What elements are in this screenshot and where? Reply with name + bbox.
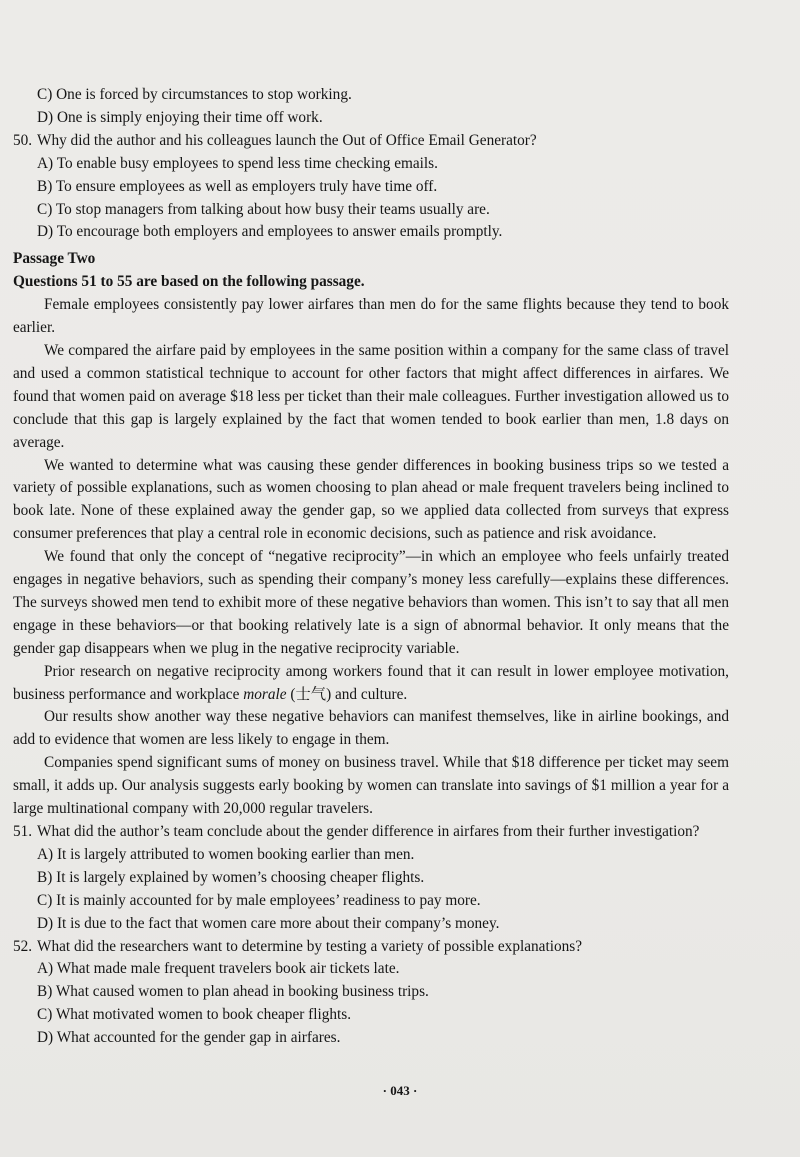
paragraph-4: We found that only the concept of “negative reciprocity”—in which an employee who feels unfairly treated engages in negative behaviors, such as spending their company’s money less carefully—explains these differences. The surveys showed men tend to exhibit more of these negative behaviors than women. This isn’t to say that all men engage in these behaviors—or that booking relatively late is a sign of abnormal behavior. It only means that the gender gap disappears when we plug in the negative reciprocity variable. [13,548,729,657]
paragraph-6: Our results show another way these negative behaviors can manifest themselves, like in airline bookings, and add to evidence that women are less likely to engage in them. [13,708,729,749]
question-52 [13,936,729,959]
question-52-number: 52. [13,937,33,955]
q51-option-c: C) It is mainly accounted for by male employees’ readiness to pay more. [37,891,481,909]
paragraph-7: Companies spend significant sums of money on business travel. While that $18 difference per ticket may seem small, it adds up. Our analysis suggests early booking by women can translate into savings of $1 million a year for a large multinational company with 20,000 regular travelers. [13,754,729,818]
paragraph-5-italic: morale [243,685,287,703]
question-51 [13,821,729,844]
question-50-number: 50. [13,131,33,149]
question-52-text: What did the researchers want to determine by testing a variety of possible explanations? [37,937,582,955]
question-51-number: 51. [13,823,33,840]
q51-option-d: D) It is due to the fact that women care more about their company’s money. [37,914,500,932]
q50-option-c: C) To stop managers from talking about how busy their teams usually are. [37,200,490,218]
q50-option-d: D) To encourage both employers and employees to answer emails promptly. [37,223,503,241]
q52-option-d: D) What accounted for the gender gap in airfares. [37,1029,341,1047]
q52-option-c: C) What motivated women to book cheaper flights. [37,1006,352,1024]
passage-intro: Questions 51 to 55 are based on the following passage. [13,273,365,291]
passage-title: Passage Two [13,250,96,268]
q51-option-b: B) It is largely explained by women’s choosing cheaper flights. [37,868,425,886]
prev-option-d: D) One is simply enjoying their time off work. [37,108,323,126]
question-50-text: Why did the author and his colleagues launch the Out of Office Email Generator? [37,131,537,149]
q50-option-a: A) To enable busy employees to spend less time checking emails. [37,154,438,172]
paragraph-2: We compared the airfare paid by employees in the same position within a company for the same class of travel and used a common statistical technique to account for other factors that might affect differences in airfares. We found that women paid on average $18 less per ticket than their male colleagues. Further investigation allowed us to conclude that this gap is largely explained by the fact that women tended to book earlier than men, 1.8 days on average. [13,341,729,451]
q52-option-b: B) What caused women to plan ahead in booking business trips. [37,983,429,1001]
text-column [13,84,729,1050]
paragraph-1: Female employees consistently pay lower airfares than men do for the same flights because they tend to book earlier. [13,296,729,337]
q51-option-a: A) It is largely attributed to women booking earlier than men. [37,845,415,863]
paragraph-5 [13,661,729,707]
paragraph-3: We wanted to determine what was causing these gender differences in booking business trips so we tested a variety of possible explanations, such as women choosing to plan ahead or male frequent travelers being inclined to book late. None of these explained away the gender gap, so we applied data collected from surveys that express consumer preferences that play a central role in economic decisions, such as patience and risk avoidance. [13,456,729,543]
page-number: · 043 · [382,1083,418,1098]
q50-option-b: B) To ensure employees as well as employers truly have time off. [37,177,438,195]
prev-option-c: C) One is forced by circumstances to stop working. [37,86,352,103]
paragraph-5-before: Prior research on negative reciprocity among workers found that it can result in lower employee motivation, business performance and workplace [13,662,729,703]
q52-option-a: A) What made male frequent travelers book air tickets late. [37,960,400,978]
question-51-text: What did the author’s team conclude about the gender difference in airfares from their further investigation? [37,823,700,840]
paragraph-5-after: (士气) and culture. [286,685,408,703]
question-50 [13,130,729,153]
